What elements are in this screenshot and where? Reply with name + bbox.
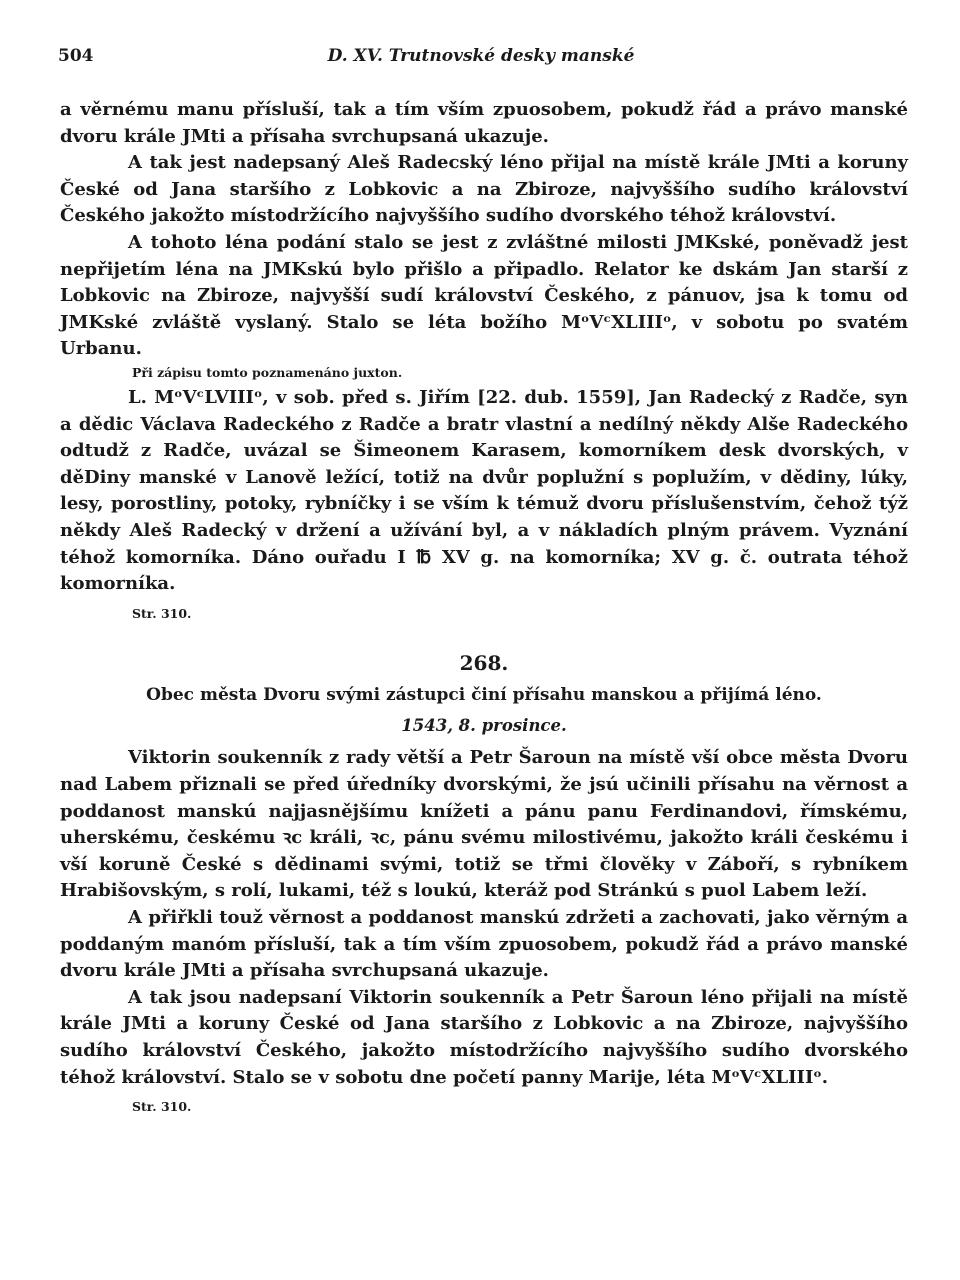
document-268: [60, 650, 908, 1118]
page-header: [58, 46, 904, 74]
page-number: 504: [58, 46, 94, 66]
editorial-note: Při zápisu tomto poznamenáno juxton.: [132, 364, 403, 380]
document-number: 268.: [459, 650, 509, 675]
paragraph: A tak jsou nadepsaní Viktorin soukenník a Petr Šaroun léno přijali na místě krále JMti a koruny České od Jana staršího z Lobkovic a na Zbiroze, najvyššího sudího království Českého, jakožto místodržícího najvyššího sudího dvorského téhož království. Stalo se v sobotu dne početí panny Marije, léta MᵒVᶜXLIIIᵒ.: [60, 986, 908, 1088]
paragraph: A tak jest nadepsaný Aleš Radecský léno přijal na místě krále JMti a koruny České od Jana staršího z Lobkovic a na Zbiroze, najvyššího sudího království Českého jakožto místodržícího najvyššího sudího dvorského téhož království.: [60, 152, 908, 227]
document-regest: Obec města Dvoru svými zástupci činí přísahu manskou a přijímá léno.: [146, 685, 822, 706]
document-267-continuation: [60, 97, 908, 624]
source-reference: Str. 310.: [132, 1099, 192, 1115]
running-title: D. XV. Trutnovské desky manské: [327, 46, 635, 66]
source-reference: Str. 310.: [132, 605, 192, 621]
page-content: [60, 97, 908, 1117]
paragraph: a věrnému manu přísluší, tak a tím vším zpuosobem, pokudž řád a právo manské dvoru krále JMti a přísaha svrchupsaná ukazuje.: [60, 99, 908, 147]
paragraph: Viktorin soukenník z rady větší a Petr Šaroun na místě vší obce města Dvoru nad Labem přiznali se před úředníky dvorskými, že jsú učinili přísahu na věrnost a poddanost manskú najjasnějšímu knížeti a pánu panu Ferdinandovi, římskému, uherskému, českému ꝛc králi, ꝛc, pánu svému milostivému, jakožto králi českému i vší koruně České s dědinami svými, totiž se třmi člověky v Záboří, s rybníkem Hrabišovským, s rolí, lukami, též s loukú, kteráž pod Stránkú s puol Labem leží.: [60, 747, 908, 902]
marginal-entry: L. MᵒVᶜLVIIIᵒ, v sob. před s. Jiřím [22. dub. 1559], Jan Radecký z Radče, syn a dědic Václava Radeckého z Radče a bratr vlastní a nedílný někdy Alše Radeckého odtudž z Radče, uvázal se Šimeonem Karasem, komorníkem desk dvorských, v děDiny manské v Lanově ležící, totiž na dvůr poplužní s poplužím, v dědiny, lúky, lesy, porostliny, potoky, rybníčky i se vším k témuž dvoru příslušenstvím, čehož týž někdy Aleš Radecký v držení a užívání byl, a v nákladích plným právem. Vyznání téhož komorníka. Dáno ouřadu I ℔ XV g. na komorníka; XV g. č. outrata téhož komorníka.: [60, 386, 908, 595]
paragraph: A tohoto léna podání stalo se jest z zvláštné milosti JMKské, poněvadž jest nepřijetím léna na JMKskú bylo přišlo a připadlo. Relator ke dskám Jan starší z Lobkovic na Zbiroze, najvyšší sudí království Českého, z pánuov, jsa k tomu od JMKské zvláště vyslaný. Stalo se léta božího MᵒVᶜXLIIIᵒ, v sobotu po svatém Urbanu.: [60, 231, 908, 360]
document-date: 1543, 8. prosince.: [401, 715, 567, 735]
paragraph: A přiřkli touž věrnost a poddanost manskú zdržeti a zachovati, jako věrným a poddaným manóm přísluší, tak a tím vším zpuosobem, pokudž řád a právo manské dvoru krále JMti a přísaha svrchupsaná ukazuje.: [60, 907, 908, 982]
